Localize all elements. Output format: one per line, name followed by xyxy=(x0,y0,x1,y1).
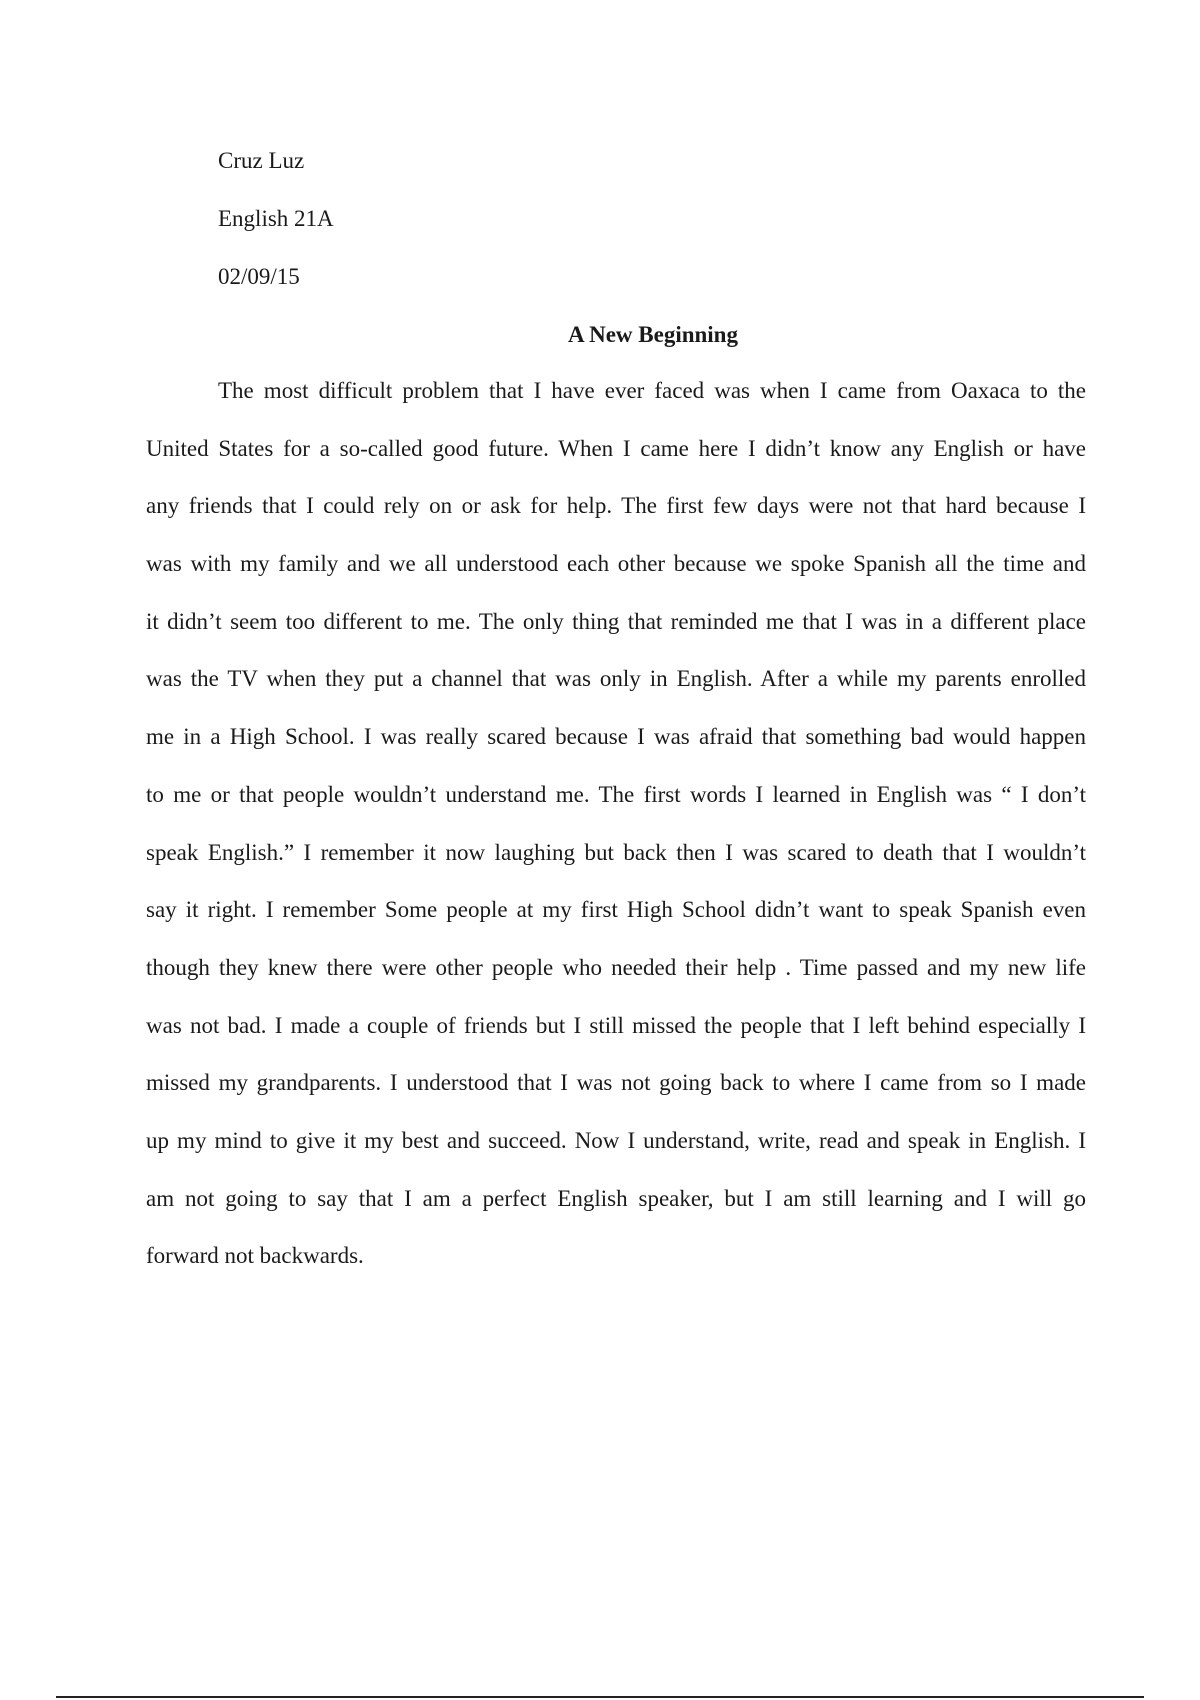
essay-line: was the TV when they put a channel that was only in English. After a while my parents enrolled xyxy=(146,666,1086,692)
essay-line: though they knew there were other people who needed their help . Time passed and my new life xyxy=(146,954,1086,980)
essay-line: speak English.” I remember it now laughing but back then I was scared to death that I wouldn’t xyxy=(146,839,1086,865)
essay-line: say it right. I remember Some people at my first High School didn’t want to speak Spanish even xyxy=(146,897,1086,923)
essay-line: it didn’t seem too different to me. The only thing that reminded me that I was in a different place xyxy=(146,608,1086,634)
essay-line: missed my grandparents. I understood that I was not going back to where I came from so I made xyxy=(146,1070,1086,1096)
essay-line: to me or that people wouldn’t understand me. The first words I learned in English was “ I don’t xyxy=(146,781,1086,807)
essay-line: me in a High School. I was really scared because I was afraid that something bad would happen xyxy=(146,724,1086,750)
essay-line: United States for a so-called good future. When I came here I didn’t know any English or have xyxy=(146,435,1086,461)
course-name: English 21A xyxy=(218,206,334,231)
essay-title xyxy=(0,323,1200,346)
essay-line: was not bad. I made a couple of friends but I still missed the people that I left behind especially I xyxy=(146,1012,1086,1038)
author-name: Cruz Luz xyxy=(218,148,305,173)
essay-body xyxy=(146,362,1086,1285)
footer-rule xyxy=(56,1696,1144,1698)
essay-date: 02/09/15 xyxy=(218,264,300,289)
essay-title-text: A New Beginning xyxy=(568,322,738,347)
essay-line: was with my family and we all understood each other because we spoke Spanish all the time and xyxy=(146,551,1086,577)
essay-line: up my mind to give it my best and succeed. Now I understand, write, read and speak in English. I xyxy=(146,1127,1086,1153)
essay-line: am not going to say that I am a perfect English speaker, but I am still learning and I will go xyxy=(146,1185,1086,1211)
essay-line: The most difficult problem that I have ever faced was when I came from Oaxaca to the xyxy=(218,378,1086,403)
essay-line: forward not backwards. xyxy=(146,1243,364,1269)
essay-line: any friends that I could rely on or ask for help. The first few days were not that hard because I xyxy=(146,493,1086,519)
